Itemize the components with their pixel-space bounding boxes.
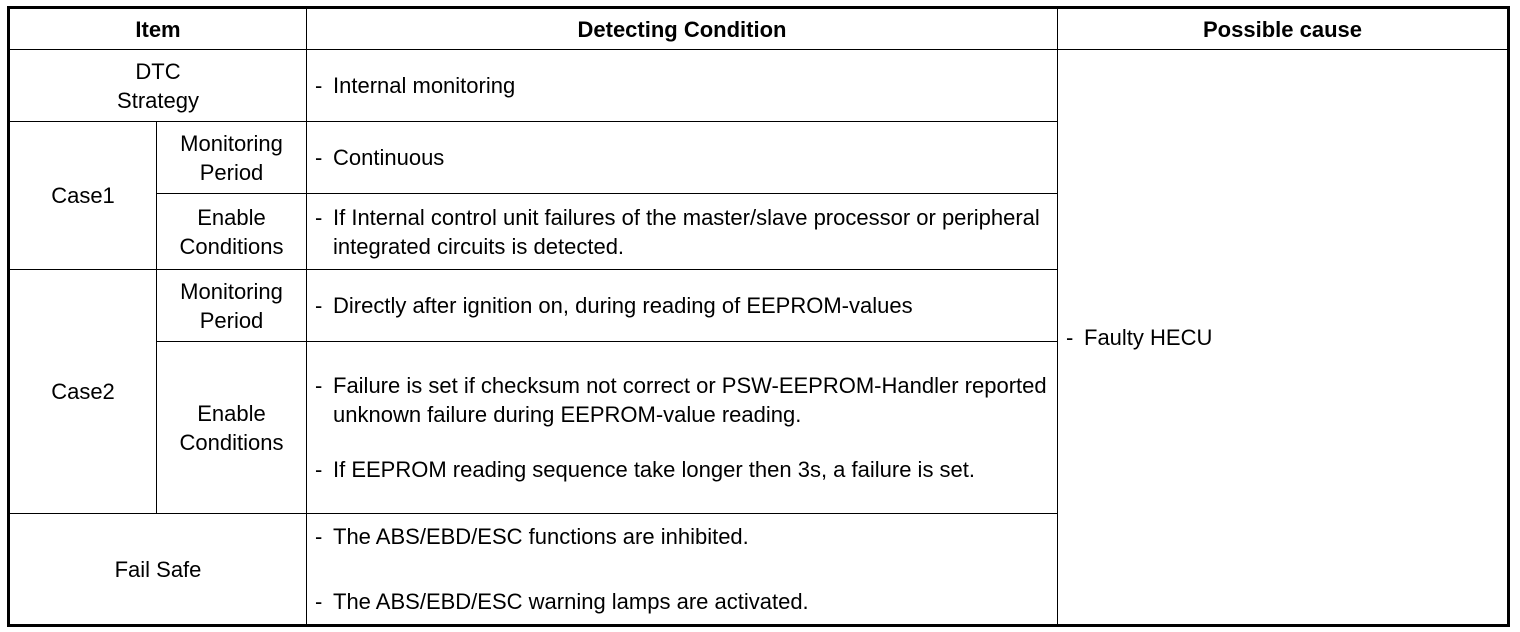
dtc-strategy-text: Internal monitoring [333,73,516,98]
bullet-dash: - [315,293,323,318]
case1-enable-label-line1: Enable [197,204,266,230]
case1-monitoring-label [157,122,307,194]
spacer [315,429,1049,455]
bullet-dash: - [315,204,323,230]
case2-enable-text-2: If EEPROM reading sequence take longer then 3s, a failure is set. [333,457,976,482]
case2-enable-value [307,342,1058,514]
header-detecting-condition: Detecting Condition [307,8,1058,50]
case2-monitoring-text: Directly after ignition on, during reading of EEPROM-values [333,293,913,318]
fail-safe-text-2: The ABS/EBD/ESC warning lamps are activated. [333,589,809,614]
dtc-label-line2: Strategy [117,87,199,113]
case2-enable-label-line1: Enable [197,400,266,426]
case1-enable-label-line2: Conditions [179,233,284,259]
header-row [9,8,1509,50]
case2-enable-label [157,342,307,514]
case1-enable-text: If Internal control unit failures of the master/slave processor or peripheral integrated circuits is detected. [333,204,1040,259]
dtc-strategy-row [9,50,1509,122]
fail-safe-label: Fail Safe [9,514,307,626]
bullet-dash: - [315,373,323,398]
possible-cause-text: Faulty HECU [1084,324,1213,350]
case2-enable-label-line2: Conditions [179,429,284,455]
header-possible-cause: Possible cause [1058,8,1509,50]
bullet-dash: - [1066,324,1074,350]
dtc-strategy-value [307,50,1058,122]
case1-enable-value [307,194,1058,270]
case1-monitoring-label-line2: Period [199,159,264,185]
spacer [315,551,1049,587]
bullet-dash: - [315,589,323,614]
case2-monitoring-label-line1: Monitoring [180,278,283,304]
case2-label: Case2 [9,270,157,514]
dtc-strategy-label [9,50,307,122]
fail-safe-value [307,514,1058,626]
case1-label: Case1 [9,122,157,270]
bullet-dash: - [315,73,323,98]
case2-monitoring-value [307,270,1058,342]
bullet-dash: - [315,145,323,170]
case1-monitoring-text: Continuous [333,145,445,170]
case2-enable-text-1: Failure is set if checksum not correct or PSW-EEPROM-Handler reported unknown failure during EEPROM-value reading. [333,373,1047,427]
header-item: Item [9,8,307,50]
case1-monitoring-value [307,122,1058,194]
case1-enable-label [157,194,307,270]
dtc-spec-table [7,6,1510,627]
dtc-label-line1: DTC [135,58,181,84]
bullet-dash: - [315,524,323,549]
case2-monitoring-label [157,270,307,342]
bullet-dash: - [315,457,323,482]
case2-monitoring-label-line2: Period [199,307,264,333]
fail-safe-text-1: The ABS/EBD/ESC functions are inhibited. [333,524,749,549]
case1-monitoring-label-line1: Monitoring [180,130,283,156]
possible-cause-cell [1058,50,1509,626]
